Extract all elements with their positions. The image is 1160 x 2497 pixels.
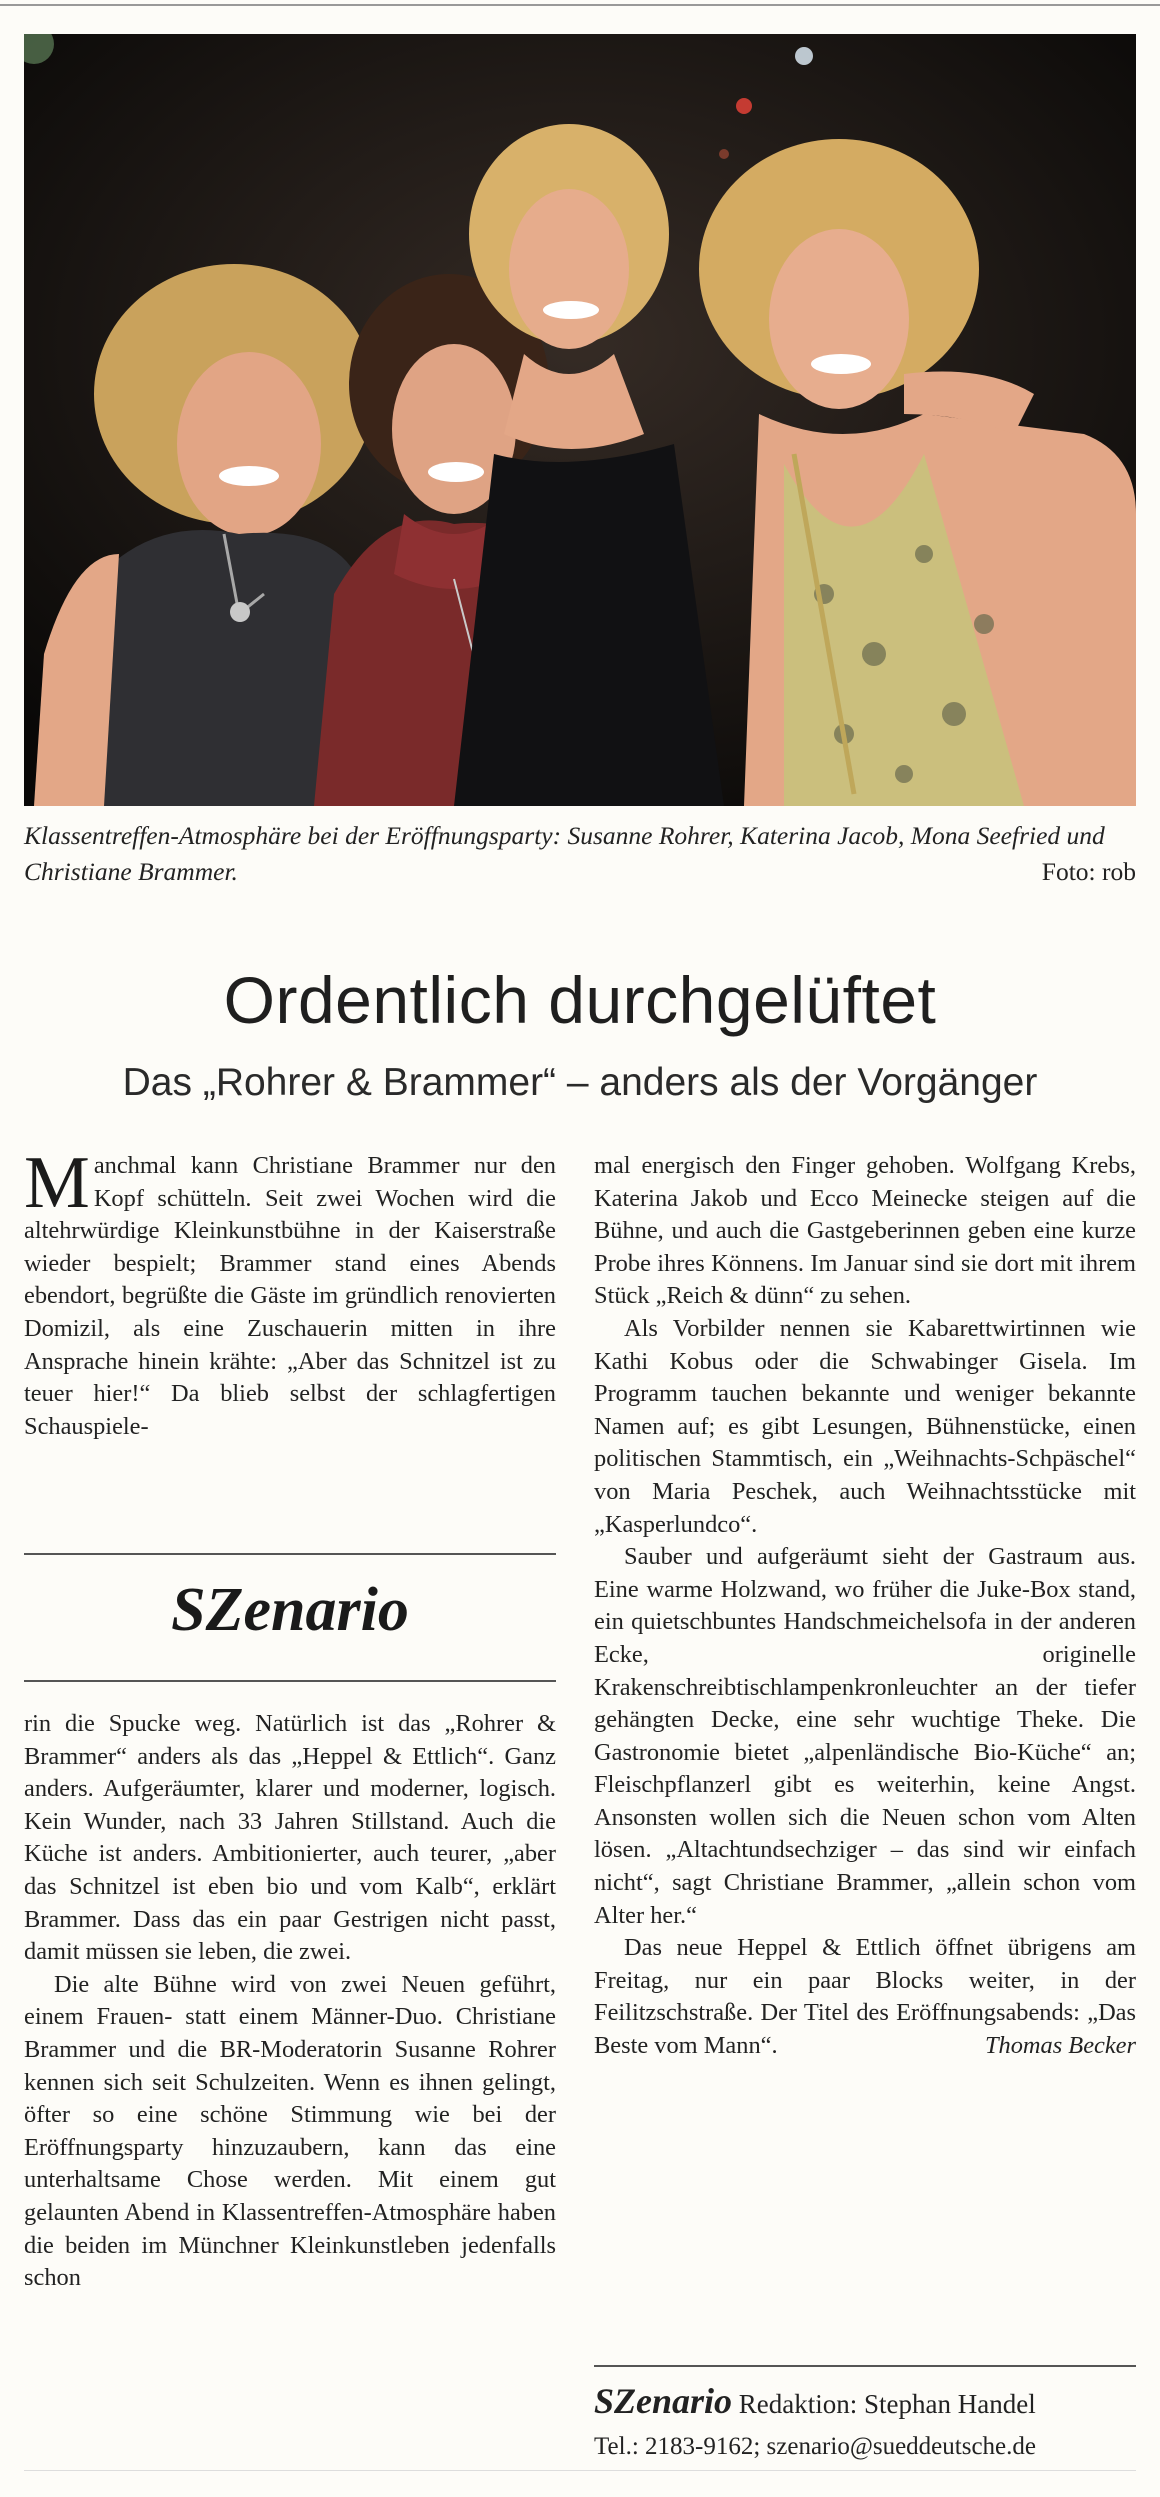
- column-brand-title: SZenario: [171, 1576, 409, 1644]
- article-headline: Ordentlich durchgelüftet: [223, 963, 937, 1037]
- footer-redaktion: Redaktion: Stephan Handel: [738, 2389, 1036, 2419]
- article-paragraph: mal energisch den Finger gehoben. Wolfgang Krebs, Katerina Jakob und Ecco Meinecke steigen auf die Bühne, und auch die Gastgeberinnen geben eine kurze Probe ihres Könnens. Im Januar sind sie dort mit ihrem Stück „Reich & dünn“ zu sehen.: [594, 1152, 1136, 1310]
- photo-credit: Foto: rob: [1041, 857, 1136, 886]
- footer-brand: SZenario: [594, 2381, 733, 2421]
- article-column-2: [594, 1150, 1136, 2063]
- article-column-1-top: [24, 1142, 556, 1443]
- article-paragraph: [594, 1932, 1136, 2062]
- section-rule-bottom: [24, 1680, 556, 1682]
- article-author: Thomas Becker: [984, 2032, 1136, 2060]
- footer-brand-line: [594, 2378, 1136, 2427]
- article-paragraph: [24, 1142, 556, 1443]
- photo-illustration: [24, 34, 1136, 806]
- article-paragraph: rin die Spucke weg. Natürlich ist das „Rohrer & Brammer“ anders als das „Heppel & Ettlich“. Ganz anders. Aufgeräumter, klarer und moderner, logisch. Kein Wunder, nach 33 Jahren Stillstand. Auch die Küche ist anders. Ambitionierter, auch teurer, „aber das Schnitzel ist eben bio und vom Kalb“, erklärt Brammer. Dass das ein paar Gestrigen nicht passt, damit müssen sie leben, die zwei.: [24, 1710, 556, 1966]
- article-paragraph: Die alte Bühne wird von zwei Neuen geführt, einem Frauen- statt einem Männer-Duo. Christiane Brammer und die BR-Moderatorin Susanne Rohrer kennen sich seit Schulzeiten. Wenn es ihnen gelingt, öfter so eine schöne Stimmung wie bei der Eröffnungsparty hinzuzaubern, kann das eine unterhaltsame Chose werden. Mit einem gut gelaunten Abend in Klassentreffen-Atmosphäre haben die beiden im Münchner Kleinkunstleben jedenfalls schon: [24, 1970, 556, 2292]
- article-column-1-bottom: [24, 1708, 556, 2295]
- footer-rule: [594, 2365, 1136, 2367]
- bottom-divider: [24, 2470, 1136, 2471]
- top-rule: [0, 4, 1160, 6]
- article-paragraph: Sauber und aufgeräumt sieht der Gastraum aus. Eine warme Holzwand, wo früher die Juke-Box stand, ein quietschbuntes Handschmeichelsofa in der anderen Ecke, originelle Krakenschreibtischlampenkronleuchter an der tiefer gehängten Decke, eine sehr wuchtige Theke. Die Gastronomie bietet „alpenländische Bio-Küche“ an; Fleischpflanzerl gibt es weiterhin, keine Angst. Ansonsten wollen sich die Neuen schon vom Alten lösen. „Altachtundsechziger – das sind wir einfach nicht“, sagt Christiane Brammer, „allein schon vom Alter her.“: [594, 1543, 1136, 1929]
- article-photo: [24, 34, 1136, 806]
- footer-contact: Tel.: 2183-9162; szenario@sueddeutsche.de: [594, 2433, 1036, 2460]
- article-subhead: Das „Rohrer & Brammer“ – anders als der Vorgänger: [122, 1061, 1038, 1104]
- caption-text: Klassentreffen-Atmosphäre bei der Eröffnungsparty: Susanne Rohrer, Katerina Jacob, Mona Seefried und Christiane Brammer.: [24, 821, 1105, 886]
- paragraph-text: anchmal kann Christiane Brammer nur den Kopf schütteln. Seit zwei Wochen wird die altehrwürdige Kleinkunstbühne in der Kaiserstraße wieder bespielt; Brammer stand eines Abends ebendort, begrüßte die Gäste im gründlich renovierten Domizil, als eine Zuschauerin mitten in ihre Ansprache hinein krähte: „Aber das Schnitzel ist zu teuer hier!“ Da blieb selbst der schlagfertigen Schauspiele-: [24, 1152, 556, 1440]
- paragraph-text: Das neue Heppel & Ettlich öffnet übrigens am Freitag, nur ein paar Blocks weiter, in der Feilitzschstraße. Der Titel des Eröffnungsabends: „Das Beste vom Mann“.: [594, 1934, 1136, 2060]
- drop-cap: M: [24, 1142, 90, 1224]
- article-paragraph: Als Vorbilder nennen sie Kabarettwirtinnen wie Kathi Kobus oder die Schwabinger Gisela. Im Programm tauchen bekannte und weniger bekannte Namen auf; es gibt Lesungen, Bühnenstücke, einen politischen Stammtisch, ein „Weihnachts-Schpäschel“ von Maria Peschek, auch Weihnachtsstücke mit „Kasperlundco“.: [594, 1314, 1136, 1538]
- photo-caption: [24, 818, 1136, 890]
